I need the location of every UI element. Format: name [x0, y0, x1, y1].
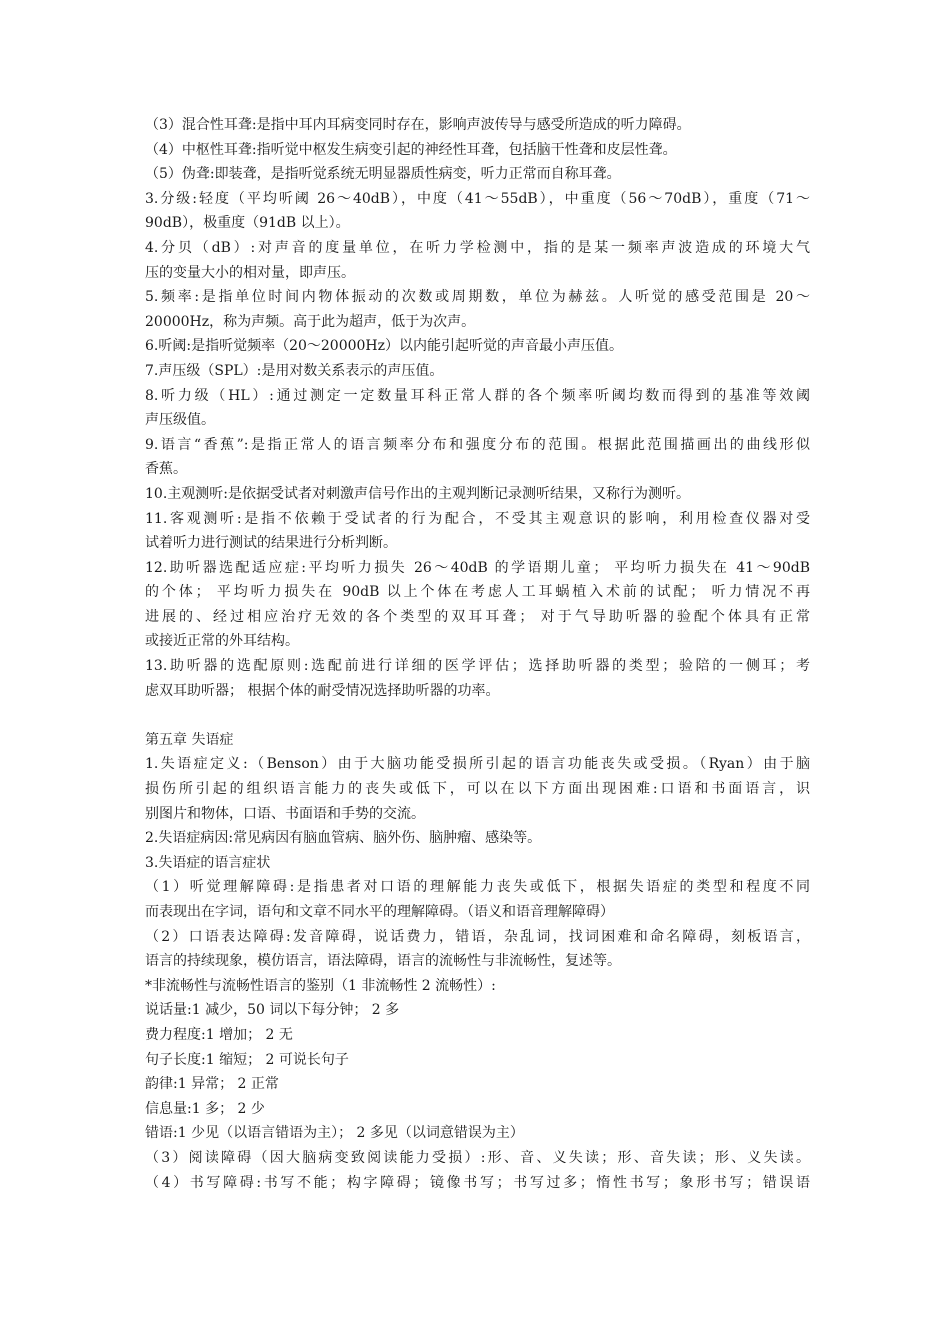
text-line: 错语:1 少见（以语言错语为主）； 2 多见（以词意错误为主）	[145, 1125, 524, 1142]
document-lines-part-1	[145, 113, 810, 703]
text-line: 5.频率:是指单位时间内物体振动的次数或周期数，单位为赫兹。人听觉的感受范围是 20～	[145, 289, 810, 306]
text-line: 11.客观测听:是指不依赖于受试者的行为配合，不受其主观意识的影响，利用检查仪器对受	[145, 510, 810, 527]
text-line: 10.主观测听:是依据受试者对刺激声信号作出的主观判断记录测听结果，又称行为测听。	[145, 485, 690, 502]
text-line: （3）混合性耳聋:是指中耳内耳病变同时存在，影响声波传导与感受所造成的听力障碍。	[145, 117, 691, 133]
text-line: 7.声压级（SPL）:是用对数关系表示的声压值。	[145, 362, 444, 379]
text-line: 说话量:1 减少，50 词以下每分钟； 2 多	[145, 1002, 400, 1019]
text-line: 3.分级:轻度（平均听阈 26～40dB），中度（41～55dB），中重度（56～70dB），重度（71～	[145, 190, 810, 207]
text-line: 4.分贝（dB）:对声音的度量单位，在听力学检测中，指的是某一频率声波造成的环境大气	[145, 239, 810, 256]
text-line: 的个体； 平均听力损失在 90dB 以上个体在考虑人工耳蜗植入术前的试配； 听力情况不再	[145, 584, 810, 601]
text-line: 2.失语症病因:常见病因有脑血管病、脑外伤、脑肿瘤、感染等。	[145, 830, 542, 847]
text-line: 香蕉。	[145, 461, 187, 478]
text-line: 进展的、经过相应治疗无效的各个类型的双耳耳聋； 对于气导助听器的验配个体具有正常	[145, 608, 810, 625]
text-line: 1.失语症定义:（Benson）由于大脑功能受损所引起的语言功能丧失或受损。（Ryan）由于脑	[145, 756, 810, 773]
text-line: 而表现出在字词，语句和文章不同水平的理解障碍。（语义和语音理解障碍）	[145, 904, 614, 920]
text-line: *非流畅性与流畅性语言的鉴别（1 非流畅性 2 流畅性）:	[145, 977, 496, 994]
document-page	[145, 113, 810, 1195]
text-line: （4）书写障碍:书写不能；构字障碍；镜像书写；书写过多；惰性书写；象形书写；错误语	[145, 1174, 810, 1191]
text-line: 声压级值。	[145, 412, 215, 429]
text-line: 费力程度:1 增加； 2 无	[145, 1026, 293, 1043]
paragraph-gap	[145, 703, 810, 728]
text-line: 或接近正常的外耳结构。	[145, 633, 299, 650]
text-line: 20000Hz，称为声频。高于此为超声，低于为次声。	[145, 313, 476, 330]
text-line: 9.语言“香蕉”:是指正常人的语言频率分布和强度分布的范围。根据此范围描画出的曲线形似	[145, 436, 810, 453]
text-line: 3.失语症的语言症状	[145, 854, 271, 871]
text-line: 试着听力进行测试的结果进行分析判断。	[145, 535, 397, 552]
text-line: 损伤所引起的组织语言能力的丧失或低下，可以在以下方面出现困难:口语和书面语言，识	[145, 781, 810, 798]
text-line: 别图片和物体，口语、书面语和手势的交流。	[145, 805, 425, 822]
text-line: （4）中枢性耳聋:指听觉中枢发生病变引起的神经性耳聋，包括脑干性聋和皮层性聋。	[145, 141, 677, 158]
text-line: 句子长度:1 缩短； 2 可说长句子	[145, 1051, 349, 1068]
text-line: 语言的持续现象，模仿语言，语法障碍，语言的流畅性与非流畅性，复述等。	[145, 953, 621, 970]
text-line: 6.听阈:是指听觉频率（20～20000Hz）以内能引起听觉的声音最小声压值。	[145, 338, 624, 355]
text-line: 韵律:1 异常； 2 正常	[145, 1076, 279, 1093]
text-line: （5）伪聋:即装聋，是指听觉系统无明显器质性病变，听力正常而自称耳聋。	[145, 166, 621, 183]
text-line: 压的变量大小的相对量，即声压。	[145, 264, 355, 281]
text-line: （1）听觉理解障碍:是指患者对口语的理解能力丧失或低下，根据失语症的类型和程度不同	[145, 879, 810, 896]
text-line: 90dB），极重度（91dB 以上）。	[145, 215, 350, 232]
text-line: 13.助听器的选配原则:选配前进行详细的医学评估；选择助听器的类型；验陪的一侧耳；考	[145, 658, 810, 675]
chapter-heading: 第五章 失语症	[145, 731, 234, 748]
document-lines-part-2	[145, 728, 810, 1195]
text-line: 12.助听器选配适应症:平均听力损失 26～40dB 的学语期儿童； 平均听力损失在 41～90dB	[145, 559, 810, 576]
text-line: 信息量:1 多； 2 少	[145, 1100, 265, 1117]
text-line: （3）阅读障碍（因大脑病变致阅读能力受损）:形、音、义失读；形、音失读；形、义失读。	[145, 1149, 810, 1166]
text-line: （2）口语表达障碍:发音障碍，说话费力，错语，杂乱词，找词困难和命名障碍，刻板语言，	[145, 928, 810, 945]
text-line: 8.听力级（HL）:通过测定一定数量耳科正常人群的各个频率听阈均数而得到的基准等效阈	[145, 387, 810, 404]
text-line: 虑双耳助听器； 根据个体的耐受情况选择助听器的功率。	[145, 682, 500, 699]
